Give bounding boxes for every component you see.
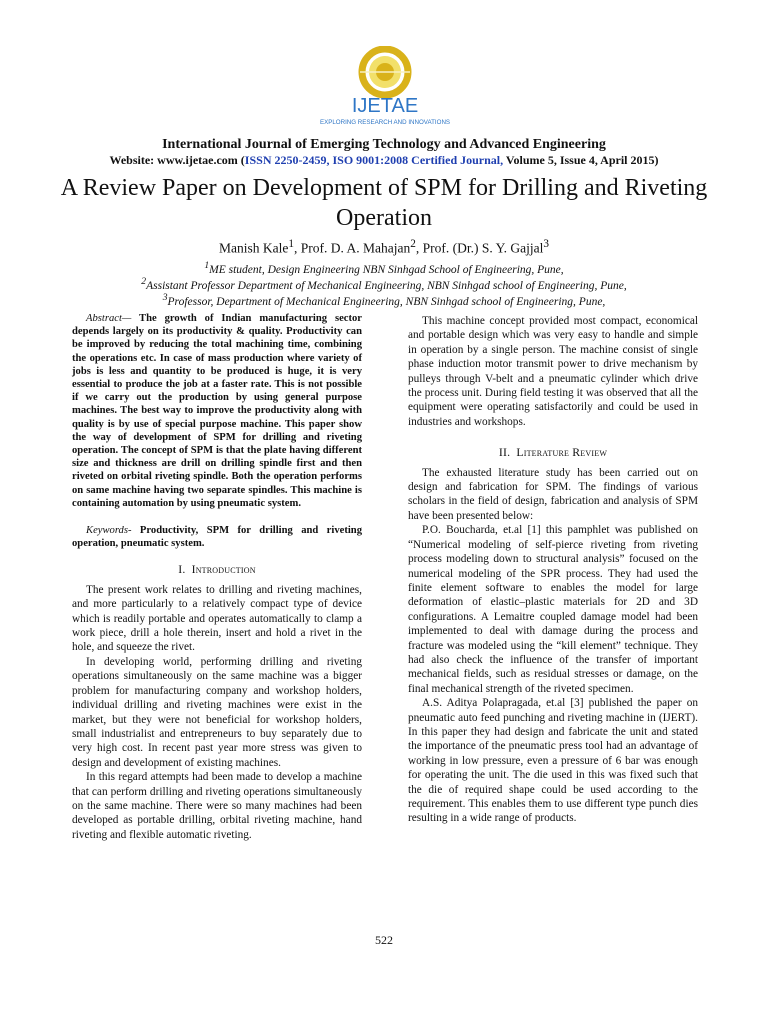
intro-paragraph: The present work relates to drilling and riveting machines, and more particularly to a relatively compact type of device which is readily portable and operates automatically to clamp a work piece, drill a hole therein, insert and hold a rivet in the hole, and squeeze the rivet. — [72, 583, 362, 654]
affiliation-text: Assistant Professor Department of Mechanical Engineering, NBN Sinhgad school of Engineering, Pune, — [146, 279, 627, 292]
logo-text: IJETAE — [351, 95, 419, 117]
journal-website-line — [0, 153, 768, 168]
keywords-label: Keywords- — [86, 525, 132, 537]
keywords — [72, 524, 362, 550]
affiliation-text: ME student, Design Engineering NBN Sinhgad School of Engineering, Pune, — [209, 263, 564, 276]
author-name: Prof. (Dr.) S. Y. Gajjal — [422, 240, 544, 256]
affiliation-2 — [0, 276, 768, 292]
section-number: II. — [498, 445, 511, 460]
intro-paragraph-continued: This machine concept provided most compact, economical and portable design which was very easy to handle and simple in operation by a single person. The machine consist of single phase induction motor transmit power to drive mechanism by pulleys through V-belt and a pneumatic cylinder which drive the process unit. During field testing it was observed that all the equipment were operating satisfactorily and could be used in industries and workshops. — [408, 315, 698, 428]
author-separator: , — [415, 240, 423, 256]
literature-paragraph: P.O. Boucharda, et.al [1] this pamphlet was published on “Numerical modeling of self-pierce riveting from riveting process modeling down to structural analysis” focused on the numerical modeling of the SPR process. They had used the finite element software to enables the model for large deformation of elastic–plastic materials for 2D and 3D configurations. A Lemaitre coupled damage model had been implemented to deal with damage during the process and fracture was modeled using the “kill element” technique. They had also check the influence of the transfer of important mechanical fields, such as residual stresses or damage, on the final mechanical strength of the riveted specimen. — [408, 524, 698, 695]
paper-title: A Review Paper on Development of SPM for Drilling and Riveting Operation — [60, 175, 708, 231]
author-sup: 2 — [410, 238, 416, 250]
section-title: Literature Review — [516, 445, 608, 460]
author-name: Manish Kale — [219, 240, 289, 256]
literature-paragraph: A.S. Aditya Polapragada, et.al [3] published the paper on pneumatic auto feed punching and riveting machine in (IJERT). In this paper they had design and fabricate the unit and stated the importance of the pneumatic press tool had an advantage of working in low pressure, even a pressure of 6 bar was enough for operating the unit. The die used in this was fixed such that the die of required shape could be used according to the requirement. This enables them to use different type punch dies resulting in a wide range of products. — [408, 697, 698, 825]
section-heading-literature-review — [408, 445, 698, 459]
journal-logo — [320, 46, 450, 130]
section-heading-introduction — [72, 562, 362, 576]
left-column — [72, 312, 362, 842]
logo-tagline: EXPLORING RESEARCH AND INNOVATIONS — [320, 119, 450, 126]
right-column — [408, 314, 698, 826]
abstract — [72, 312, 362, 510]
affiliation-1 — [0, 260, 768, 276]
website-suffix: Volume 5, Issue 4, April 2015) — [503, 153, 659, 167]
website-prefix: Website: www.ijetae.com ( — [109, 153, 245, 167]
section-title: Introduction — [191, 562, 256, 577]
abstract-text: The growth of Indian manufacturing sector depends largely on its productivity & quality. Productivity can be improved by reducing the total machining time, combining the operations etc. In case of mass production where variety of jobs is less and quantity to be produced is huge, it is very essential to produce the job at a faster rate. This is not possible if we carry out the production by using general purpose machines. The best way to improve the productivity along with quality is by use of special purpose machine. This paper show the way of development of SPM for drilling and riveting operation. The concept of SPM is that the plate having different size and thickness are drill on drilling spindle first and then riveted on orbital riveting spindle. Both the operation performs on same machine having two separate spindles. This machine is containing automation by using pneumatic system. — [72, 313, 362, 509]
intro-paragraph: In this regard attempts had been made to develop a machine that can perform drilling and riveting operations simultaneously on the same machine. There were so many machines had been developed as portable drilling, orbital riveting machine, hand riveting and flexible automatic riveting. — [72, 771, 362, 841]
literature-paragraph: The exhausted literature study has been carried out on design and fabrication for SPM. The findings of various scholars in the field of design, fabrication and analysis of SPM have been presented below: — [408, 466, 698, 522]
affiliation-sup: 1 — [204, 260, 210, 271]
issn-link[interactable]: ISSN 2250-2459, ISO 9001:2008 Certified Journal, — [244, 153, 504, 167]
affiliation-text: Professor, Department of Mechanical Engineering, NBN Sinhgad school of Engineering, Pune, — [167, 295, 606, 308]
keywords-text: Productivity, SPM for drilling and riveting operation, pneumatic system. — [72, 525, 362, 550]
abstract-label: Abstract— — [86, 313, 132, 324]
author-sup: 3 — [543, 238, 549, 250]
author-sup: 1 — [288, 238, 294, 250]
page-number: 522 — [375, 933, 393, 947]
intro-paragraph: In developing world, performing drilling and riveting operations simultaneously on the same machine was a bigger problem for manufacturing company and workshop holders, individual drilling and riveting machines were exist in the market, but they were not beneficial for workshop holders, small industrialist and entrepreneurs to buy separately due to very high cost. In recent past year more stress was given to design and development of existing machines. — [72, 655, 362, 769]
author-separator: , — [294, 240, 301, 256]
section-number: I. — [178, 562, 186, 577]
author-name: Prof. D. A. Mahajan — [300, 240, 411, 256]
affiliation-sup: 3 — [162, 292, 168, 303]
author-list — [0, 238, 768, 257]
affiliation-sup: 2 — [141, 276, 147, 287]
affiliation-3 — [0, 292, 768, 308]
journal-name: International Journal of Emerging Technology and Advanced Engineering — [162, 137, 606, 152]
